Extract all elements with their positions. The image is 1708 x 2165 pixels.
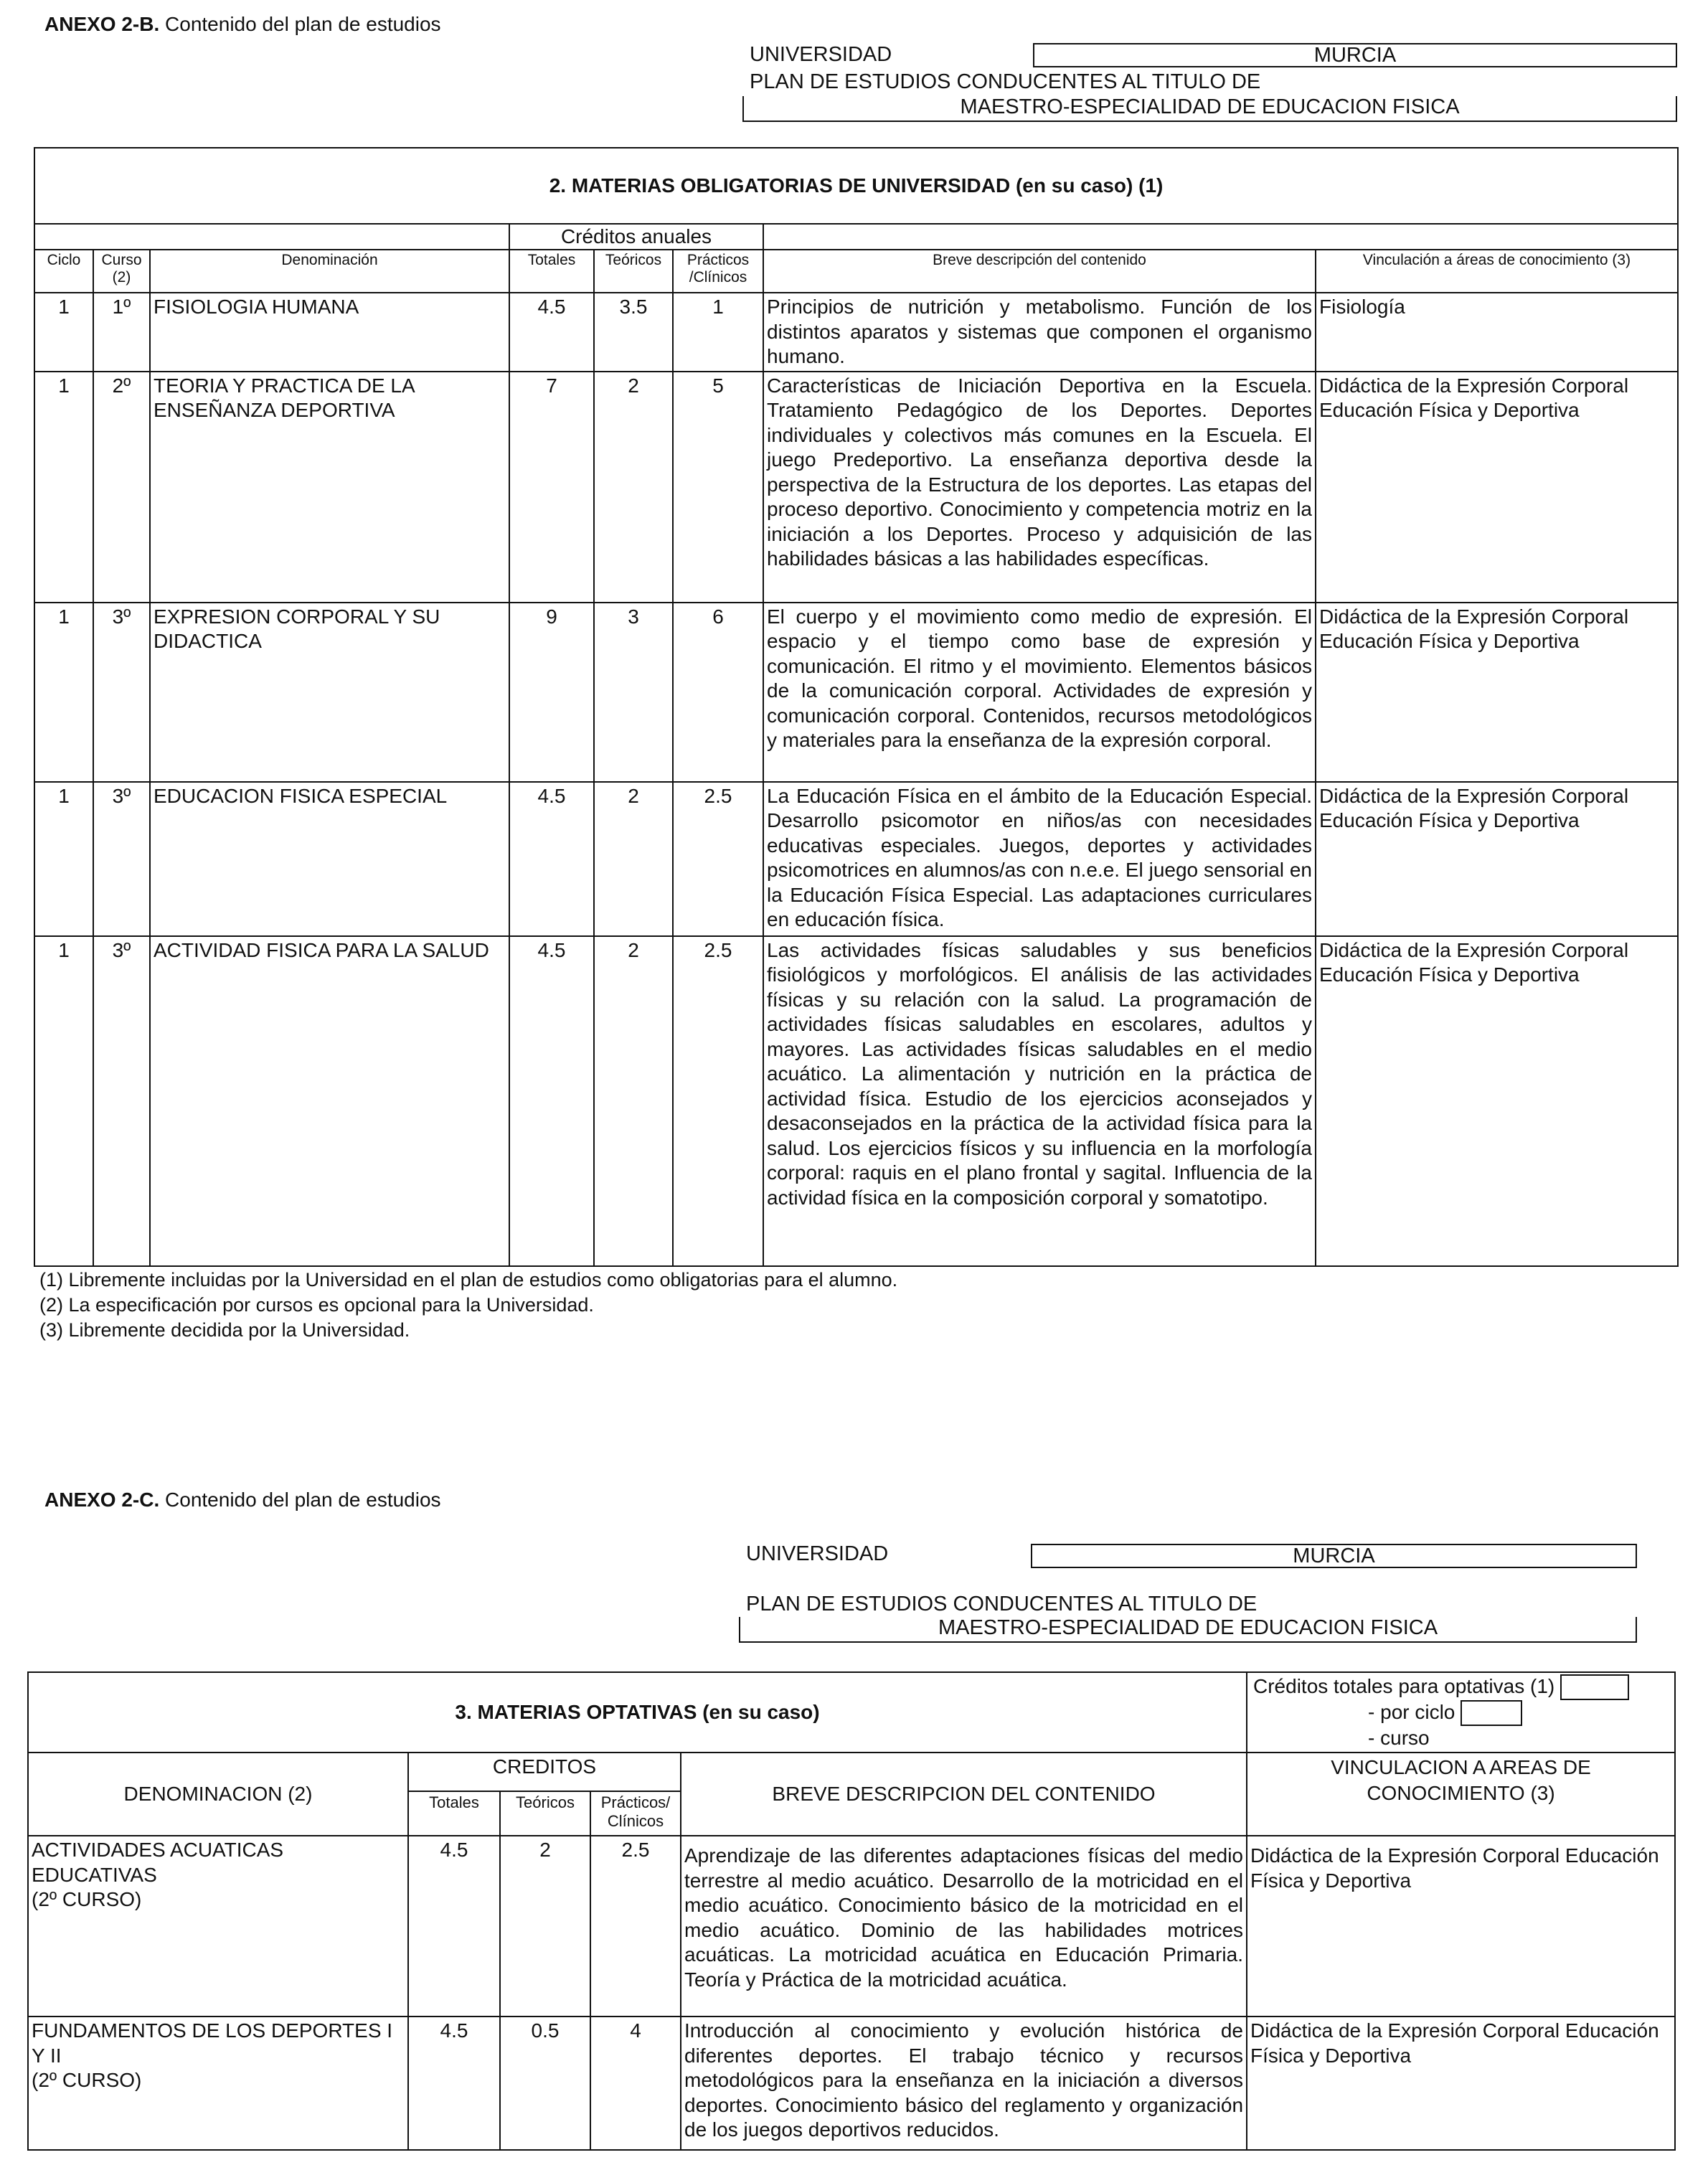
teoricos-cell: 2 [500, 1836, 590, 2017]
practicos-cell: 5 [673, 372, 763, 603]
curso-cell: 2º [93, 372, 150, 603]
description-cell: La Educación Física en el ámbito de la Educación Especial. Desarrollo psicomotor en niños/as con necesidades educativas especiales. Juegos, deportes y actividades psicomotrices en alumnos/as con n.e.e. El juego sensorial en la Educación Física Especial. Las adaptaciones curriculares en educación física. [763, 782, 1316, 936]
table-row [34, 372, 1678, 603]
section-title: 3. MATERIAS OPTATIVAS (en su caso) [28, 1672, 1247, 1753]
university-value-box: MURCIA [1033, 43, 1677, 67]
table-row [34, 603, 1678, 782]
university-value-box: MURCIA [1031, 1544, 1637, 1568]
subject-curso: (2º CURSO) [32, 1888, 142, 1910]
subject-name: ACTIVIDAD FISICA PARA LA SALUD [150, 936, 509, 1266]
curso-cell: 3º [93, 936, 150, 1266]
description-cell: Las actividades físicas saludables y sus beneficios fisiológicos y morfológicos. El análisis de las actividades físicas y su relación con la salud. La programación de actividades físicas saludables en escolares, adultos y mayores. Las actividades físicas saludables en el medio acuático. La alimentación y nutrición en la práctica de actividad física. Estudio de los ejercicios aconsejados y desaconsejados en la práctica de la actividad física para la salud. Los ejercicios físicos y su influencia en la morfología corporal: raquis en el plano frontal y sagital. Influencia de la actividad física en la composición corporal y somatotipo. [763, 936, 1316, 1266]
col-ciclo: Ciclo [34, 250, 93, 293]
plan-label: PLAN DE ESTUDIOS CONDUCENTES AL TITULO DE [746, 1593, 1258, 1616]
area-cell: Didáctica de la Expresión Corporal Educación Física y Deportiva [1247, 2017, 1675, 2150]
totales-cell: 4.5 [509, 936, 594, 1266]
footnote: (2) La especificación por cursos es opcional para la Universidad. [39, 1294, 594, 1316]
obligatorias-table [34, 147, 1679, 1267]
footnote: (3) Libremente decidida por la Universidad. [39, 1319, 410, 1341]
table-row [34, 782, 1678, 936]
description-cell: Principios de nutrición y metabolismo. Función de los distintos aparatos y sistemas que componen el organismo humano. [763, 293, 1316, 372]
subject-name: FUNDAMENTOS DE LOS DEPORTES I Y II [32, 2019, 393, 2067]
table-row [34, 936, 1678, 1266]
col-totales: Totales [509, 250, 594, 293]
annex-b-title: ANEXO 2-B. Contenido del plan de estudios [44, 13, 441, 35]
teoricos-cell: 2 [594, 936, 673, 1266]
annex-c-title: ANEXO 2-C. Contenido del plan de estudios [44, 1489, 441, 1511]
por-ciclo-box [1461, 1700, 1522, 1726]
col-descripcion: Breve descripción del contenido [763, 250, 1316, 293]
col-practicos: Prácticos /Clínicos [673, 250, 763, 293]
por-ciclo-label: - por ciclo [1368, 1701, 1455, 1723]
totales-cell: 4.5 [509, 782, 594, 936]
plan-label: PLAN DE ESTUDIOS CONDUCENTES AL TITULO DE [750, 70, 1261, 93]
totales-cell: 9 [509, 603, 594, 782]
table-row [28, 1836, 1675, 2017]
area-cell: Fisiología [1316, 293, 1678, 372]
subject-name: TEORIA Y PRACTICA DE LA ENSEÑANZA DEPORTIVA [150, 372, 509, 603]
credits-total-box [1560, 1674, 1629, 1700]
plan-value-box: MAESTRO-ESPECIALIDAD DE EDUCACION FISICA [739, 1617, 1637, 1643]
description-cell: El cuerpo y el movimiento como medio de expresión. El espacio y el tiempo como base de expresión y comunicación. El ritmo y el movimiento. Elementos básicos de la comunicación corporal. Actividades de expresión y comunicación corporal. Contenidos, recursos metodológicos y materiales para la enseñanza de la expresión corporal. [763, 603, 1316, 782]
description-cell: Introducción al conocimiento y evolución histórica de diferentes deportes. El trabajo técnico y recursos metodológicos para la enseñanza en la iniciación a diversos deportes. Conocimiento básico del reglamento y organización de los juegos deportivos reducidos. [681, 2017, 1247, 2150]
teoricos-cell: 0.5 [500, 2017, 590, 2150]
ciclo-cell: 1 [34, 293, 93, 372]
practicos-cell: 2.5 [673, 782, 763, 936]
subject-cell [28, 2017, 408, 2150]
col-totales: Totales [408, 1791, 500, 1836]
teoricos-cell: 3.5 [594, 293, 673, 372]
curso-cell: 3º [93, 603, 150, 782]
totales-cell: 7 [509, 372, 594, 603]
description-cell: Aprendizaje de las diferentes adaptaciones físicas del medio terrestre al medio acuático. Desarrollo de la motricidad en el medio acuático. Conocimiento básico de la motricidad en el medio acuático. Dominio de las habilidades motrices acuáticas. La motricidad acuática en Educación Primaria. Teoría y Práctica de la motricidad acuática. [681, 1836, 1247, 2017]
table-row [28, 2017, 1675, 2150]
practicos-cell: 4 [590, 2017, 681, 2150]
section-title: 2. MATERIAS OBLIGATORIAS DE UNIVERSIDAD (en su caso) (1) [34, 148, 1678, 224]
practicos-cell: 6 [673, 603, 763, 782]
col-denominacion: Denominación [150, 250, 509, 293]
area-cell: Didáctica de la Expresión Corporal Educación Física y Deportiva [1316, 936, 1678, 1266]
col-vinculacion: VINCULACION A AREAS DE CONOCIMIENTO (3) [1247, 1753, 1675, 1836]
area-cell: Didáctica de la Expresión Corporal Educación Física y Deportiva [1247, 1836, 1675, 2017]
footnotes [39, 1268, 897, 1343]
credits-panel [1247, 1672, 1675, 1753]
col-denominacion: DENOMINACION (2) [28, 1753, 408, 1836]
optativas-table [27, 1671, 1676, 2151]
subject-name: EXPRESION CORPORAL Y SU DIDACTICA [150, 603, 509, 782]
subject-cell [28, 1836, 408, 2017]
curso-cell: 1º [93, 293, 150, 372]
curso-cell: 3º [93, 782, 150, 936]
col-vinculacion: Vinculación a áreas de conocimiento (3) [1316, 250, 1678, 293]
description-cell: Características de Iniciación Deportiva en la Escuela. Tratamiento Pedagógico de los Deportes. Deportes individuales y colectivos más comunes en la Escuela. El juego Predeportivo. La enseñanza deportiva desde la perspectiva de la Estructura de los deportes. Las etapas del proceso deportivo. Conocimiento y competencia motriz en la iniciación a los Deportes. Proceso y adquisición de las habilidades básicas a las habilidades específicas. [763, 372, 1316, 603]
ciclo-cell: 1 [34, 372, 93, 603]
totales-cell: 4.5 [509, 293, 594, 372]
area-cell: Didáctica de la Expresión Corporal Educación Física y Deportiva [1316, 782, 1678, 936]
teoricos-cell: 3 [594, 603, 673, 782]
table-row [34, 293, 1678, 372]
col-descripcion: BREVE DESCRIPCION DEL CONTENIDO [681, 1753, 1247, 1836]
teoricos-cell: 2 [594, 372, 673, 603]
subject-curso: (2º CURSO) [32, 2069, 142, 2091]
practicos-cell: 2.5 [590, 1836, 681, 2017]
university-label: UNIVERSIDAD [746, 1542, 889, 1565]
ciclo-cell: 1 [34, 936, 93, 1266]
col-curso: Curso (2) [93, 250, 150, 293]
totales-cell: 4.5 [408, 1836, 500, 2017]
teoricos-cell: 2 [594, 782, 673, 936]
practicos-cell: 1 [673, 293, 763, 372]
col-creditos: CREDITOS [408, 1753, 681, 1791]
footnote: (1) Libremente incluidas por la Universidad en el plan de estudios como obligatorias para el alumno. [39, 1269, 898, 1291]
ciclo-cell: 1 [34, 603, 93, 782]
col-practicos: Prácticos/ Clínicos [590, 1791, 681, 1836]
creditos-anuales-header: Créditos anuales [509, 224, 763, 250]
curso-label: - curso [1368, 1727, 1430, 1749]
university-label: UNIVERSIDAD [750, 43, 892, 66]
col-teoricos: Teóricos [594, 250, 673, 293]
ciclo-cell: 1 [34, 782, 93, 936]
plan-value-box: MAESTRO-ESPECIALIDAD DE EDUCACION FISICA [742, 96, 1677, 122]
col-teoricos: Teóricos [500, 1791, 590, 1836]
area-cell: Didáctica de la Expresión Corporal Educación Física y Deportiva [1316, 372, 1678, 603]
practicos-cell: 2.5 [673, 936, 763, 1266]
credits-total-label: Créditos totales para optativas (1) [1253, 1675, 1555, 1697]
subject-name: ACTIVIDADES ACUATICAS EDUCATIVAS [32, 1839, 284, 1886]
subject-name: FISIOLOGIA HUMANA [150, 293, 509, 372]
subject-name: EDUCACION FISICA ESPECIAL [150, 782, 509, 936]
totales-cell: 4.5 [408, 2017, 500, 2150]
area-cell: Didáctica de la Expresión Corporal Educación Física y Deportiva [1316, 603, 1678, 782]
